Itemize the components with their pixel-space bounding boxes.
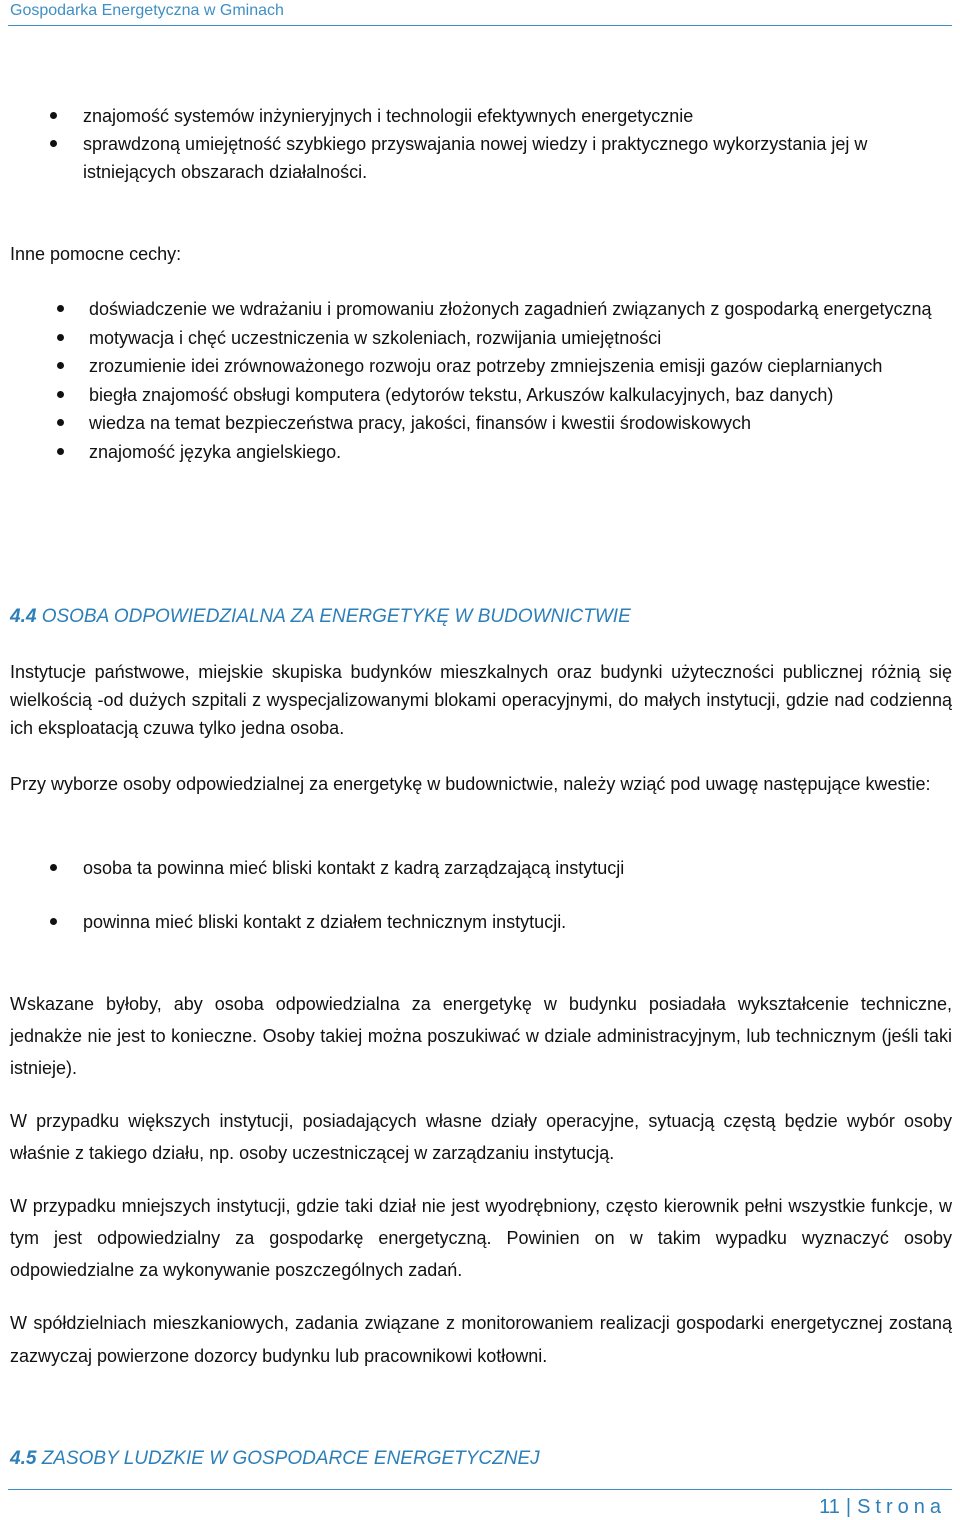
section-number: 4.4 <box>10 606 37 627</box>
bullet-icon <box>50 918 57 925</box>
section-heading-4-5 <box>10 1446 540 1472</box>
page-number: 11 <box>819 1496 840 1518</box>
bullet-icon <box>57 448 64 455</box>
paragraph-larger-institutions: W przypadku większych instytucji, posiadających własne działy operacyjne, sytuacją częstą będzie wybór osoby właśnie z takiego działu, np. osoby uczestniczącej w zarządzaniu instytucją. <box>10 1111 952 1163</box>
bullet-icon <box>50 140 57 147</box>
bullet-icon <box>57 305 64 312</box>
competence-list <box>0 102 960 186</box>
helpful-traits-label: Inne pomocne cechy: <box>10 244 182 264</box>
helpful-traits-list <box>0 295 960 466</box>
bullet-icon <box>57 362 64 369</box>
running-header: Gospodarka Energetyczna w Gminach <box>10 2 284 19</box>
page-footer <box>819 1494 946 1520</box>
page-word: Strona <box>857 1496 946 1518</box>
bullet-icon <box>57 419 64 426</box>
section-number: 4.5 <box>10 1448 37 1469</box>
list-item: doświadczenie we wdrażaniu i promowaniu złożonych zagadnień związanych z gospodarką energetyczną <box>0 295 960 324</box>
bullet-icon <box>57 391 64 398</box>
section-title: OSOBA ODPOWIEDZIALNA ZA ENERGETYKĘ W BUDOWNICTWIE <box>41 606 631 627</box>
paragraph-smaller-institutions: W przypadku mniejszych instytucji, gdzie taki dział nie jest wyodrębniony, często kierownik pełni wszystkie funkcje, w tym jest odpowiedzialny za gospodarkę energetyczną. Powinien on w takim wypadku wyznaczyć osoby odpowiedzialne za wykonywanie poszczególnych zadań. <box>10 1196 952 1280</box>
footer-separator: | <box>845 1496 852 1518</box>
bullet-icon <box>50 864 57 871</box>
section-title: ZASOBY LUDZKIE W GOSPODARCE ENERGETYCZNEJ <box>41 1448 540 1469</box>
list-item: znajomość systemów inżynieryjnych i technologii efektywnych energetycznie <box>0 102 960 130</box>
list-item: sprawdzoną umiejętność szybkiego przyswajania nowej wiedzy i praktycznego wykorzystania jej w istniejących obszarach działalności. <box>0 130 960 186</box>
paragraph-institutions: Instytucje państwowe, miejskie skupiska budynków mieszkalnych oraz budynki użyteczności publicznej różnią się wielkością -od dużych szpitali z wyspecjalizowanymi blokami operacyjnymi, do małych instytucji, gdzie nad codzienną ich eksploatacją czuwa tylko jedna osoba. <box>10 662 952 738</box>
list-item: wiedza na temat bezpieczeństwa pracy, jakości, finansów i kwestii środowiskowych <box>0 409 960 438</box>
paragraph-education: Wskazane byłoby, aby osoba odpowiedzialna za energetykę w budynku posiadała wykształcenie techniczne, jednakże nie jest to konieczne. Osoby takiej można poszukiwać w dziale administracyjnym, lub technicznym (jeśli taki istnieje). <box>10 994 952 1078</box>
paragraph-cooperatives: W spółdzielniach mieszkaniowych, zadania związane z monitorowaniem realizacji gospodarki energetycznej zostaną zazwyczaj powierzone dozorcy budynku lub pracownikowi kotłowni. <box>10 1313 952 1366</box>
header-rule <box>8 25 952 26</box>
footer-rule <box>8 1489 952 1490</box>
section-heading-4-4 <box>10 604 631 630</box>
bullet-icon <box>50 112 57 119</box>
bullet-icon <box>57 334 64 341</box>
list-item: zrozumienie idei zrównoważonego rozwoju oraz potrzeby zmniejszenia emisji gazów cieplarnianych <box>0 352 960 381</box>
list-item: motywacja i chęć uczestniczenia w szkoleniach, rozwijania umiejętności <box>0 324 960 353</box>
paragraph-choice: Przy wyborze osoby odpowiedzialnej za energetykę w budownictwie, należy wziąć pod uwagę następujące kwestie: <box>10 774 931 794</box>
list-item: znajomość języka angielskiego. <box>0 438 960 467</box>
list-item: biegła znajomość obsługi komputera (edytorów tekstu, Arkuszów kalkulacyjnych, baz danych) <box>0 381 960 410</box>
